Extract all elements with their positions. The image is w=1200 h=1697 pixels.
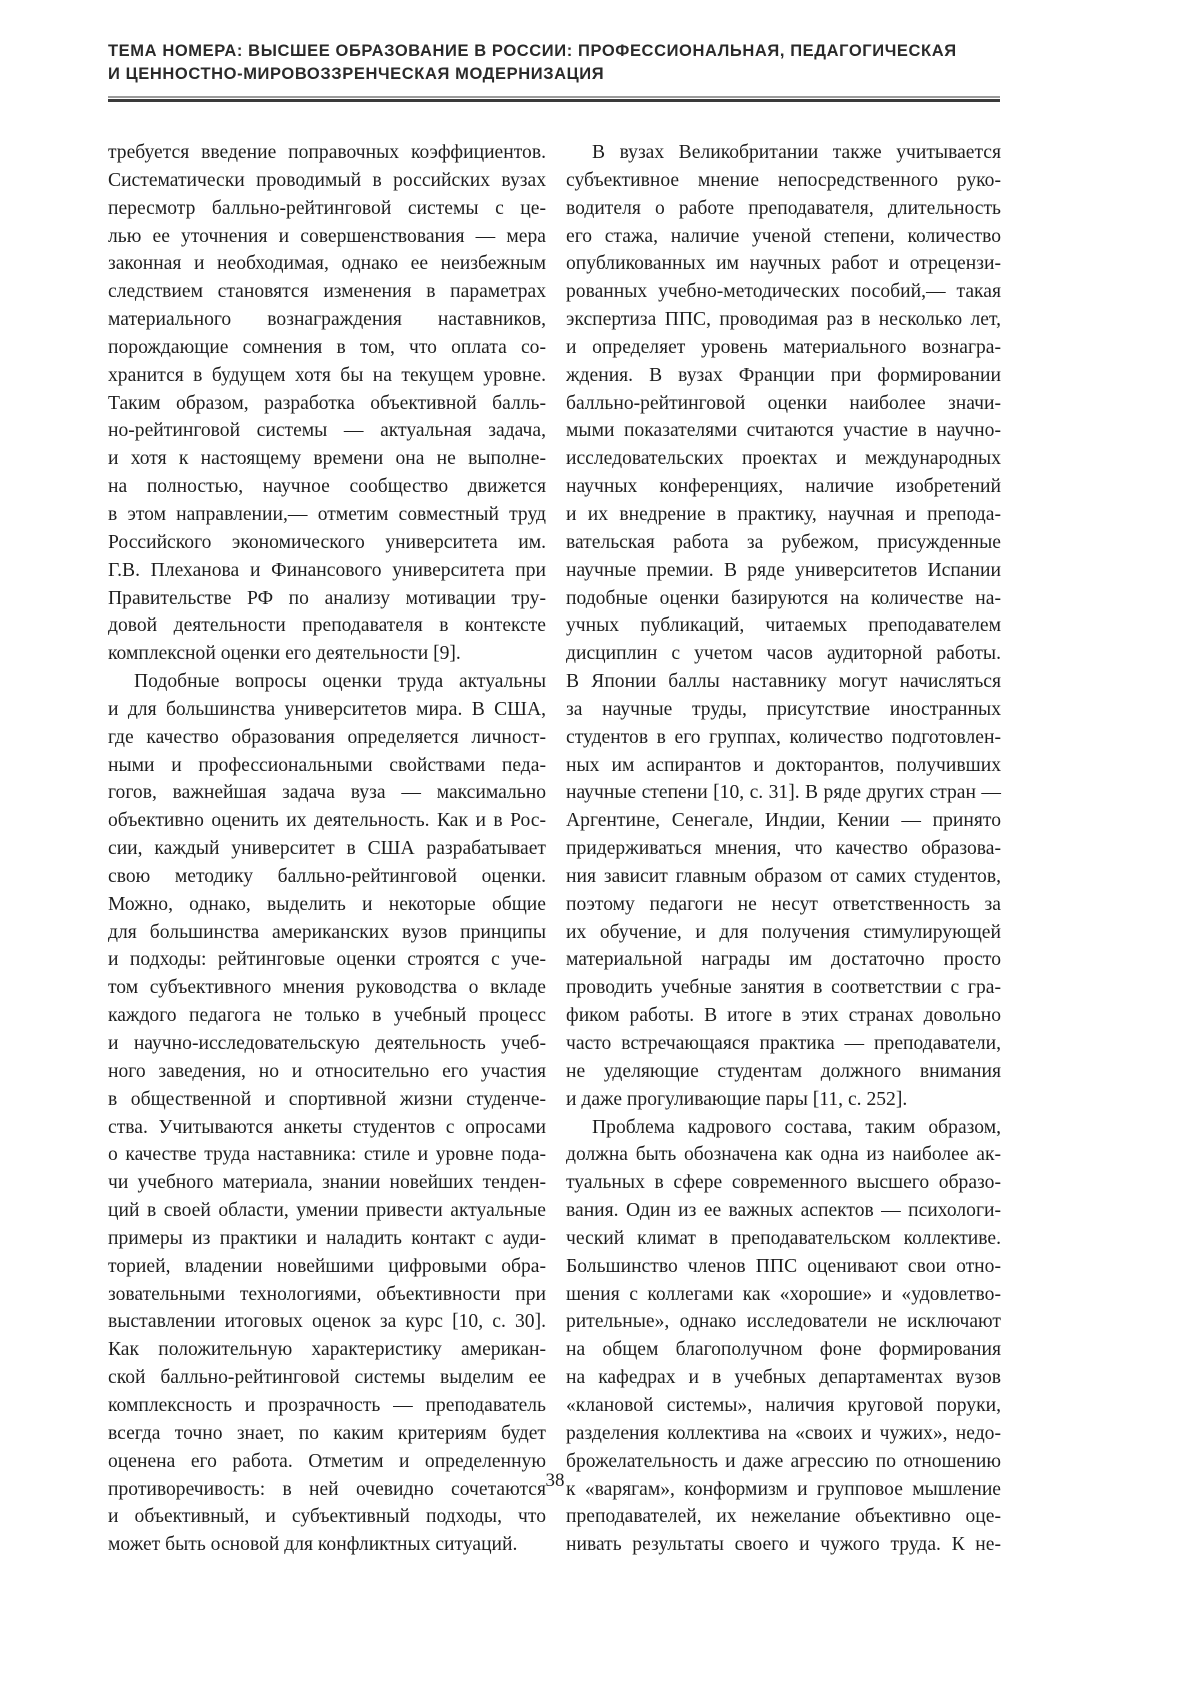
text-line: рованных учебно-методических пособий,— такая xyxy=(566,278,1001,306)
text-line: «клановой системы», наличия круговой поруки, xyxy=(566,1392,1001,1420)
text-line: дисциплин с учетом часов аудиторной работы. xyxy=(566,640,1001,668)
text-line: комплексной оценки его деятельности [9]. xyxy=(108,640,546,668)
text-line: балльно-рейтинговой оценки наиболее значи- xyxy=(566,390,1001,418)
text-line: туальных в сфере современного высшего образо- xyxy=(566,1169,1001,1197)
text-line: где качество образования определяется личност- xyxy=(108,724,546,752)
text-line: учных публикаций, читаемых преподавателем xyxy=(566,612,1001,640)
text-line: вательская работа за рубежом, присужденные xyxy=(566,529,1001,557)
text-line: не уделяющие студентам должного внимания xyxy=(566,1058,1001,1086)
text-line: научных конференциях, наличие изобретений xyxy=(566,473,1001,501)
paragraph xyxy=(108,668,546,1559)
text-line: студентов в его группах, количество подготовлен- xyxy=(566,724,1001,752)
text-line: довой деятельности преподавателя в контексте xyxy=(108,612,546,640)
text-line: ства. Учитываются анкеты студентов с опросами xyxy=(108,1114,546,1142)
text-line: фиком работы. В итоге в этих странах довольно xyxy=(566,1002,1001,1030)
text-line: брожелательность и даже агрессию по отношению xyxy=(566,1448,1001,1476)
text-line: Российского экономического университета им. xyxy=(108,529,546,557)
text-line: и даже прогуливающие пары [11, с. 252]. xyxy=(566,1086,1001,1114)
text-line: противоречивость: в ней очевидно сочетаются xyxy=(108,1476,546,1504)
text-line: рительные», однако исследователи не исключают xyxy=(566,1308,1001,1336)
text-line: и объективный, и субъективный подходы, что xyxy=(108,1503,546,1531)
text-line: зовательными технологиями, объективности при xyxy=(108,1281,546,1309)
text-line: оценена его работа. Отметим и определенную xyxy=(108,1448,546,1476)
text-line: и научно-исследовательскую деятельность учеб- xyxy=(108,1030,546,1058)
text-line: на общем благополучном фоне формирования xyxy=(566,1336,1001,1364)
text-line: Проблема кадрового состава, таким образом, xyxy=(566,1114,1001,1142)
text-line: и подходы: рейтинговые оценки строятся с уче- xyxy=(108,946,546,974)
text-line: о качестве труда наставника: стиле и уровне пода- xyxy=(108,1141,546,1169)
text-line: порождающие сомнения в том, что оплата со- xyxy=(108,334,546,362)
text-line: торией, владении новейшими цифровыми обра- xyxy=(108,1253,546,1281)
text-line: Таким образом, разработка объективной балль- xyxy=(108,390,546,418)
text-line: всегда точно знает, по каким критериям будет xyxy=(108,1420,546,1448)
text-line: ного заведения, но и относительно его участия xyxy=(108,1058,546,1086)
text-line: на кафедрах и в учебных департаментах вузов xyxy=(566,1364,1001,1392)
text-line: шения с коллегами как «хорошие» и «удовлетво- xyxy=(566,1281,1001,1309)
text-line: научные премии. В ряде университетов Испании xyxy=(566,557,1001,585)
paragraph xyxy=(566,1114,1001,1560)
text-line: В Японии баллы наставнику могут начисляться xyxy=(566,668,1001,696)
text-line: примеры из практики и наладить контакт с ауди- xyxy=(108,1225,546,1253)
text-line: Большинство членов ППС оценивают свои отно- xyxy=(566,1253,1001,1281)
text-line: научные степени [10, с. 31]. В ряде других стран — xyxy=(566,779,1001,807)
text-line: проводить учебные занятия в соответствии с гра- xyxy=(566,974,1001,1002)
text-line: и хотя к настоящему времени она не выполне- xyxy=(108,445,546,473)
text-line: но-рейтинговой системы — актуальная задача, xyxy=(108,417,546,445)
text-line: ческий климат в преподавательском коллективе. xyxy=(566,1225,1001,1253)
text-line: материального вознаграждения наставников, xyxy=(108,306,546,334)
text-line: исследовательских проектах и международных xyxy=(566,445,1001,473)
text-line: и их внедрение в практику, научная и препода- xyxy=(566,501,1001,529)
text-line: объективно оценить их деятельность. Как и в Рос- xyxy=(108,807,546,835)
text-line: часто встречающаяся практика — преподаватели, xyxy=(566,1030,1001,1058)
text-line: сии, каждый университет в США разрабатывает xyxy=(108,835,546,863)
text-line: В вузах Великобритании также учитывается xyxy=(566,139,1001,167)
text-line: Подобные вопросы оценки труда актуальны xyxy=(108,668,546,696)
text-line: Аргентине, Сенегале, Индии, Кении — принято xyxy=(566,807,1001,835)
text-line: Правительстве РФ по анализу мотивации тру- xyxy=(108,585,546,613)
text-line: Как положительную характеристику американ- xyxy=(108,1336,546,1364)
text-line: мыми показателями считаются участие в научно- xyxy=(566,417,1001,445)
text-line: экспертиза ППС, проводимая раз в несколько лет, xyxy=(566,306,1001,334)
text-line: вания. Один из ее важных аспектов — психологи- xyxy=(566,1197,1001,1225)
text-line: опубликованных им научных работ и отрецензи- xyxy=(566,250,1001,278)
text-line: гогов, важнейшая задача вуза — максимально xyxy=(108,779,546,807)
text-line: свою методику балльно-рейтинговой оценки. xyxy=(108,863,546,891)
header-title-line-2: И ЦЕННОСТНО-МИРОВОЗЗРЕНЧЕСКАЯ МОДЕРНИЗАЦИЯ xyxy=(108,63,1008,86)
text-line: для большинства американских вузов принципы xyxy=(108,919,546,947)
text-line: в общественной и спортивной жизни студенче- xyxy=(108,1086,546,1114)
paragraph xyxy=(108,139,546,668)
text-line: ждения. В вузах Франции при формировании xyxy=(566,362,1001,390)
text-line: том субъективного мнения руководства о вкладе xyxy=(108,974,546,1002)
paragraph xyxy=(566,139,1001,1114)
text-line: Г.В. Плеханова и Финансового университета при xyxy=(108,557,546,585)
text-line: водителя о работе преподавателя, длительность xyxy=(566,195,1001,223)
text-line: ций в своей области, умении привести актуальные xyxy=(108,1197,546,1225)
text-line: ных им аспирантов и докторантов, получивших xyxy=(566,752,1001,780)
text-line: чи учебного материала, знании новейших тенден- xyxy=(108,1169,546,1197)
text-line: комплексность и прозрачность — преподаватель xyxy=(108,1392,546,1420)
text-line: его стажа, наличие ученой степени, количество xyxy=(566,223,1001,251)
text-line: поэтому педагоги не несут ответственность за xyxy=(566,891,1001,919)
text-line: преподавателей, их нежелание объективно оце- xyxy=(566,1503,1001,1531)
text-line: каждого педагога не только в учебный процесс xyxy=(108,1002,546,1030)
text-line: за научные труды, присутствие иностранных xyxy=(566,696,1001,724)
right-column xyxy=(566,139,1001,1559)
text-line: лью ее уточнения и совершенствования — мера xyxy=(108,223,546,251)
text-line: выставлении итоговых оценок за курс [10, с. 30]. xyxy=(108,1308,546,1336)
text-line: субъективное мнение непосредственного руко- xyxy=(566,167,1001,195)
text-line: к «варягам», конформизм и групповое мышление xyxy=(566,1476,1001,1504)
text-line: ными и профессиональными свойствами педа- xyxy=(108,752,546,780)
page-number: 38 xyxy=(0,1470,1110,1492)
text-line: и определяет уровень материального вознагра- xyxy=(566,334,1001,362)
text-line: нивать результаты своего и чужого труда. К не- xyxy=(566,1531,1001,1559)
text-line: Систематически проводимый в российских вузах xyxy=(108,167,546,195)
text-line: следствием становятся изменения в параметрах xyxy=(108,278,546,306)
header-rule-thick xyxy=(108,99,1000,102)
running-header xyxy=(108,40,1008,86)
text-line: в этом направлении,— отметим совместный труд xyxy=(108,501,546,529)
text-line: подобные оценки базируются на количестве на- xyxy=(566,585,1001,613)
text-line: ской балльно-рейтинговой системы выделим ее xyxy=(108,1364,546,1392)
text-line: и для большинства университетов мира. В США, xyxy=(108,696,546,724)
text-line: законная и необходимая, однако ее неизбежным xyxy=(108,250,546,278)
text-line: Можно, однако, выделить и некоторые общие xyxy=(108,891,546,919)
text-line: требуется введение поправочных коэффициентов. xyxy=(108,139,546,167)
text-line: на полностью, научное сообщество движется xyxy=(108,473,546,501)
text-line: их обучение, и для получения стимулирующей xyxy=(566,919,1001,947)
header-title-line-1: ТЕМА НОМЕРА: ВЫСШЕЕ ОБРАЗОВАНИЕ В РОССИИ: ПРОФЕССИОНАЛЬНАЯ, ПЕДАГОГИЧЕСКАЯ xyxy=(108,40,1008,63)
text-line: разделения коллектива на «своих и чужих», недо- xyxy=(566,1420,1001,1448)
text-line: придерживаться мнения, что качество образова- xyxy=(566,835,1001,863)
text-line: пересмотр балльно-рейтинговой системы с це- xyxy=(108,195,546,223)
text-line: хранится в будущем хотя бы на текущем уровне. xyxy=(108,362,546,390)
left-column xyxy=(108,139,546,1559)
text-line: материальной награды им достаточно просто xyxy=(566,946,1001,974)
text-line: должна быть обозначена как одна из наиболее ак- xyxy=(566,1141,1001,1169)
text-line: ния зависит главным образом от самих студентов, xyxy=(566,863,1001,891)
text-line: может быть основой для конфликтных ситуаций. xyxy=(108,1531,546,1559)
